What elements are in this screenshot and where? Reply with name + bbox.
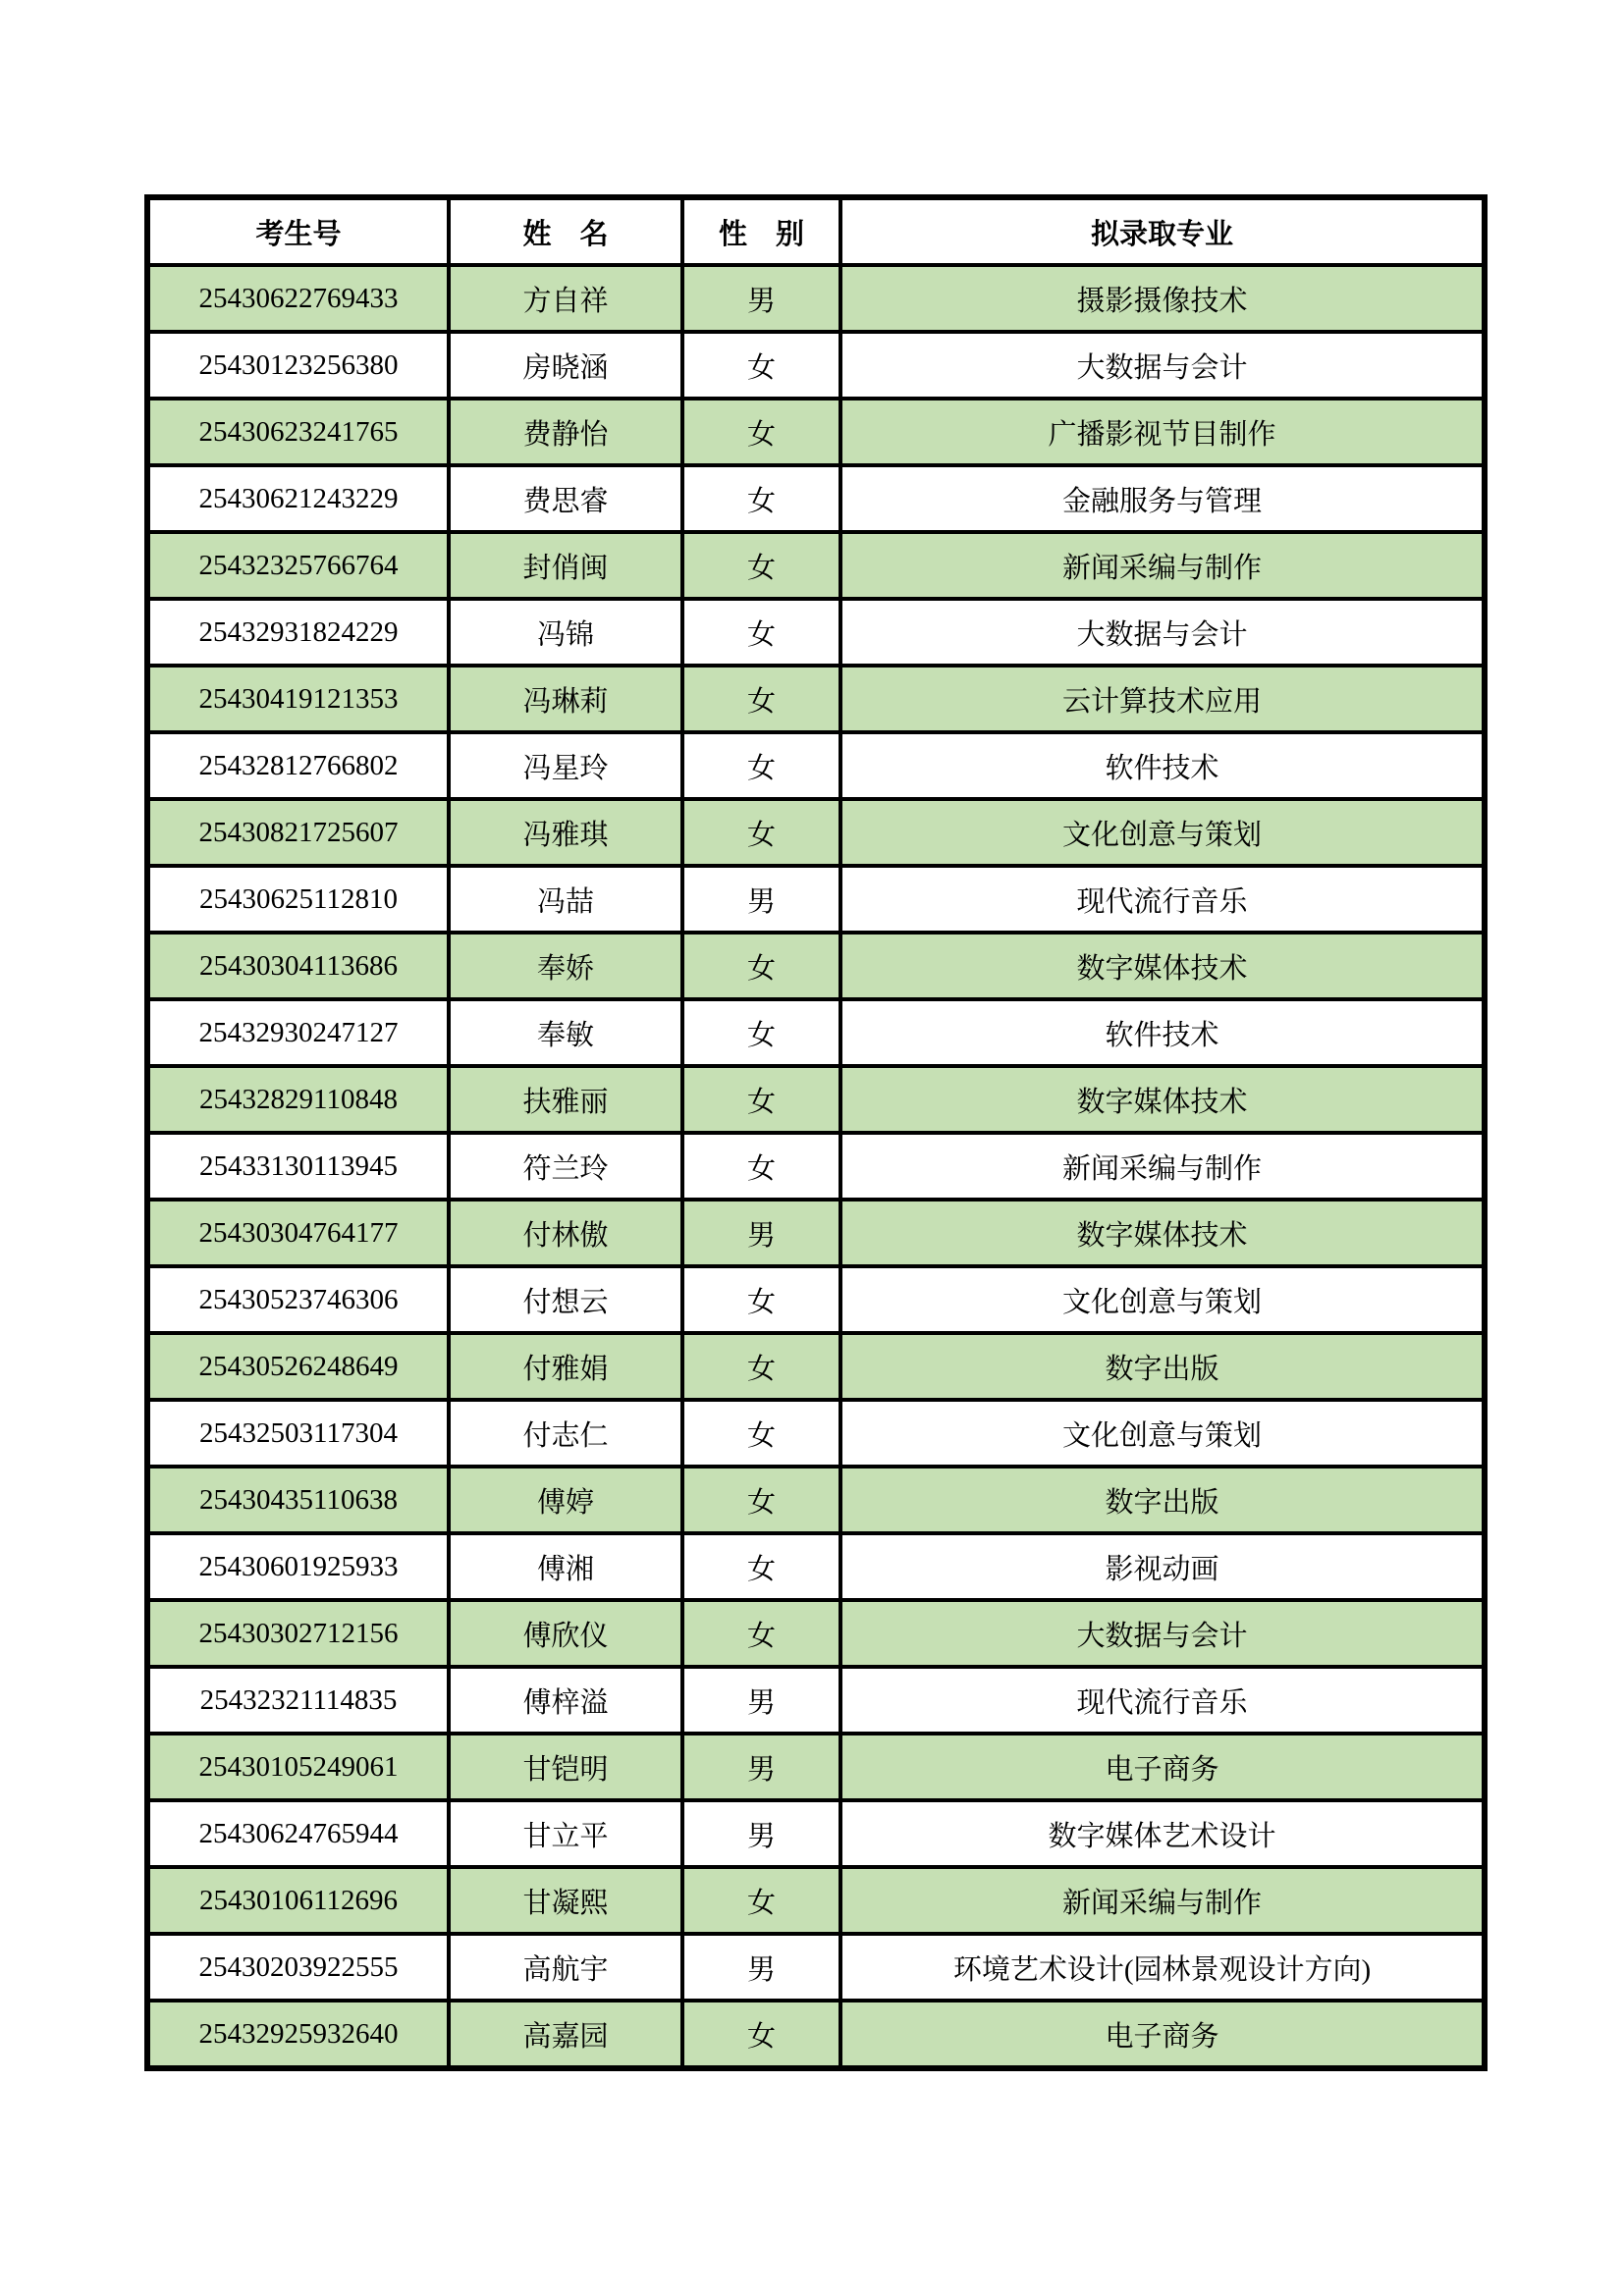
table-cell: 数字媒体艺术设计 — [840, 1800, 1485, 1867]
table-row — [147, 1467, 1485, 1533]
table-cell: 女 — [682, 399, 840, 465]
table-cell: 女 — [682, 799, 840, 866]
table-row — [147, 599, 1485, 666]
table-cell: 25432829110848 — [147, 1066, 449, 1133]
table-cell: 25430621243229 — [147, 465, 449, 532]
table-cell: 25430302712156 — [147, 1600, 449, 1667]
table-cell: 房晓涵 — [449, 332, 682, 399]
table-row — [147, 1600, 1485, 1667]
table-cell: 高嘉园 — [449, 2001, 682, 2068]
table-row — [147, 799, 1485, 866]
table-cell: 25430622769433 — [147, 265, 449, 332]
table-cell: 费静怡 — [449, 399, 682, 465]
table-cell: 女 — [682, 1066, 840, 1133]
table-cell: 数字媒体技术 — [840, 933, 1485, 999]
table-cell: 影视动画 — [840, 1533, 1485, 1600]
header-cell: 性 别 — [682, 197, 840, 265]
table-cell: 25432925932640 — [147, 2001, 449, 2068]
table-cell: 25430821725607 — [147, 799, 449, 866]
table-cell: 25430123256380 — [147, 332, 449, 399]
table-cell: 电子商务 — [840, 2001, 1485, 2068]
table-row — [147, 1066, 1485, 1133]
table-row — [147, 1934, 1485, 2001]
table-cell: 女 — [682, 1533, 840, 1600]
table-cell: 25432325766764 — [147, 532, 449, 599]
table-cell: 女 — [682, 1133, 840, 1200]
table-cell: 傅婷 — [449, 1467, 682, 1533]
table-cell: 冯喆 — [449, 866, 682, 933]
table-cell: 文化创意与策划 — [840, 799, 1485, 866]
table-row — [147, 265, 1485, 332]
table-cell: 25430624765944 — [147, 1800, 449, 1867]
table-cell: 25430106112696 — [147, 1867, 449, 1934]
table-cell: 25430203922555 — [147, 1934, 449, 2001]
table-cell: 女 — [682, 999, 840, 1066]
table-cell: 25430304764177 — [147, 1200, 449, 1266]
table-cell: 文化创意与策划 — [840, 1400, 1485, 1467]
table-body — [147, 265, 1485, 2068]
header-cell: 拟录取专业 — [840, 197, 1485, 265]
table-cell: 傅湘 — [449, 1533, 682, 1600]
table-cell: 付志仁 — [449, 1400, 682, 1467]
table-cell: 付想云 — [449, 1266, 682, 1333]
table-cell: 广播影视节目制作 — [840, 399, 1485, 465]
table-row — [147, 999, 1485, 1066]
admission-roster-table — [144, 194, 1488, 2071]
table-cell: 文化创意与策划 — [840, 1266, 1485, 1333]
table-cell: 软件技术 — [840, 732, 1485, 799]
table-cell: 方自祥 — [449, 265, 682, 332]
header-cell: 考生号 — [147, 197, 449, 265]
table-cell: 傅欣仪 — [449, 1600, 682, 1667]
table-cell: 封俏闽 — [449, 532, 682, 599]
table-cell: 数字出版 — [840, 1333, 1485, 1400]
table-row — [147, 1266, 1485, 1333]
table-cell: 女 — [682, 465, 840, 532]
table-cell: 高航宇 — [449, 1934, 682, 2001]
table-cell: 女 — [682, 1467, 840, 1533]
table-cell: 冯雅琪 — [449, 799, 682, 866]
table-cell: 25430601925933 — [147, 1533, 449, 1600]
table-cell: 25430526248649 — [147, 1333, 449, 1400]
table-row — [147, 1133, 1485, 1200]
table-cell: 女 — [682, 332, 840, 399]
table-cell: 男 — [682, 866, 840, 933]
table-cell: 云计算技术应用 — [840, 666, 1485, 732]
table-cell: 女 — [682, 666, 840, 732]
table-row — [147, 1200, 1485, 1266]
table-cell: 男 — [682, 1934, 840, 2001]
table-row — [147, 532, 1485, 599]
table-cell: 男 — [682, 1800, 840, 1867]
table-cell: 扶雅丽 — [449, 1066, 682, 1133]
table-cell: 男 — [682, 1734, 840, 1800]
table-cell: 奉娇 — [449, 933, 682, 999]
table-cell: 付雅娟 — [449, 1333, 682, 1400]
table-cell: 新闻采编与制作 — [840, 532, 1485, 599]
table-cell: 女 — [682, 2001, 840, 2068]
table-cell: 25432930247127 — [147, 999, 449, 1066]
table-row — [147, 732, 1485, 799]
table-row — [147, 1800, 1485, 1867]
table-row — [147, 1400, 1485, 1467]
header-cell: 姓 名 — [449, 197, 682, 265]
table-cell: 大数据与会计 — [840, 332, 1485, 399]
table-cell: 女 — [682, 933, 840, 999]
table-cell: 环境艺术设计(园林景观设计方向) — [840, 1934, 1485, 2001]
table-row — [147, 666, 1485, 732]
table-row — [147, 332, 1485, 399]
table-cell: 奉敏 — [449, 999, 682, 1066]
table-row — [147, 399, 1485, 465]
table-cell: 现代流行音乐 — [840, 1667, 1485, 1734]
table-cell: 男 — [682, 265, 840, 332]
table-cell: 大数据与会计 — [840, 1600, 1485, 1667]
table-cell: 女 — [682, 1333, 840, 1400]
table-cell: 25430419121353 — [147, 666, 449, 732]
table-cell: 费思睿 — [449, 465, 682, 532]
table-row — [147, 866, 1485, 933]
table-cell: 付林傲 — [449, 1200, 682, 1266]
table-cell: 新闻采编与制作 — [840, 1133, 1485, 1200]
table-cell: 电子商务 — [840, 1734, 1485, 1800]
table-cell: 甘凝熙 — [449, 1867, 682, 1934]
table-cell: 傅梓溢 — [449, 1667, 682, 1734]
table-cell: 冯星玲 — [449, 732, 682, 799]
table-cell: 新闻采编与制作 — [840, 1867, 1485, 1934]
table-cell: 甘立平 — [449, 1800, 682, 1867]
table-cell: 现代流行音乐 — [840, 866, 1485, 933]
table-cell: 25432812766802 — [147, 732, 449, 799]
table-cell: 金融服务与管理 — [840, 465, 1485, 532]
table-cell: 女 — [682, 1266, 840, 1333]
header-row — [147, 197, 1485, 265]
table-cell: 数字媒体技术 — [840, 1066, 1485, 1133]
table-cell: 冯锦 — [449, 599, 682, 666]
table-cell: 女 — [682, 599, 840, 666]
table-cell: 25430623241765 — [147, 399, 449, 465]
table-cell: 25430523746306 — [147, 1266, 449, 1333]
table-cell: 男 — [682, 1200, 840, 1266]
table-cell: 25433130113945 — [147, 1133, 449, 1200]
table-cell: 女 — [682, 732, 840, 799]
table-cell: 25432503117304 — [147, 1400, 449, 1467]
table-row — [147, 2001, 1485, 2068]
table-cell: 符兰玲 — [449, 1133, 682, 1200]
table-row — [147, 465, 1485, 532]
table-cell: 摄影摄像技术 — [840, 265, 1485, 332]
table-cell: 25430105249061 — [147, 1734, 449, 1800]
table-cell: 25430435110638 — [147, 1467, 449, 1533]
table-cell: 女 — [682, 1400, 840, 1467]
table-row — [147, 1333, 1485, 1400]
table-cell: 25430304113686 — [147, 933, 449, 999]
table-cell: 25432931824229 — [147, 599, 449, 666]
table-cell: 女 — [682, 1867, 840, 1934]
table-cell: 女 — [682, 1600, 840, 1667]
table-cell: 数字媒体技术 — [840, 1200, 1485, 1266]
table-cell: 数字出版 — [840, 1467, 1485, 1533]
table-row — [147, 1867, 1485, 1934]
table-row — [147, 1667, 1485, 1734]
table-cell: 软件技术 — [840, 999, 1485, 1066]
table-cell: 大数据与会计 — [840, 599, 1485, 666]
table-cell: 男 — [682, 1667, 840, 1734]
table-cell: 25430625112810 — [147, 866, 449, 933]
table-cell: 冯琳莉 — [449, 666, 682, 732]
table-row — [147, 1734, 1485, 1800]
table-cell: 甘铠明 — [449, 1734, 682, 1800]
table-cell: 女 — [682, 532, 840, 599]
table-row — [147, 933, 1485, 999]
table-cell: 25432321114835 — [147, 1667, 449, 1734]
table-row — [147, 1533, 1485, 1600]
